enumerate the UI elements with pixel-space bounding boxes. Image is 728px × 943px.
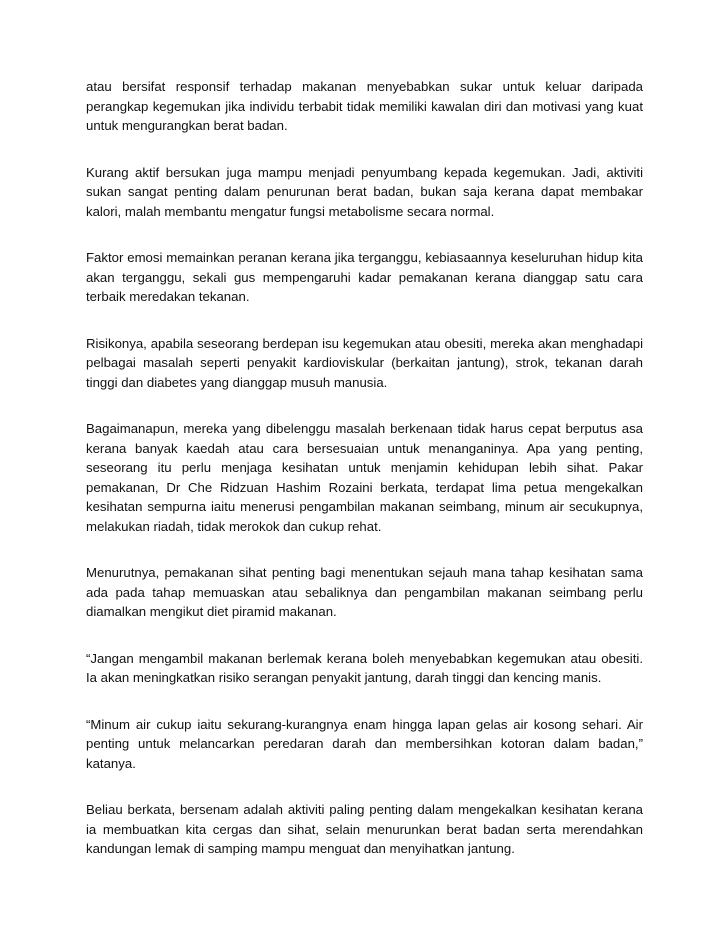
paragraph-9: Beliau berkata, bersenam adalah aktiviti paling penting dalam mengekalkan kesihatan kerana ia membuatkan kita cergas dan sihat, selain menurunkan berat badan serta merendahkan kandungan lemak di samping mampu menguat dan menyihatkan jantung. [86,802,643,856]
paragraph-1: atau bersifat responsif terhadap makanan menyebabkan sukar untuk keluar daripada perangkap kegemukan jika individu terbabit tidak memiliki kawalan diri dan motivasi yang kuat untuk mengurangkan berat badan. [86,79,643,133]
document-page [86,77,643,886]
paragraph-7: “Jangan mengambil makanan berlemak kerana boleh menyebabkan kegemukan atau obesiti. Ia akan meningkatkan risiko serangan penyakit jantung, darah tinggi dan kencing manis. [86,650,643,685]
paragraph-5: Bagaimanapun, mereka yang dibelenggu masalah berkenaan tidak harus cepat berputus asa kerana banyak kaedah atau cara bersesuaian untuk menanganinya. Apa yang penting, seseorang itu perlu menjaga kesihatan untuk menjamin kehidupan lebih sihat. Pakar pemakanan, Dr Che Ridzuan Hashim Rozaini berkata, terdapat lima petua mengekalkan kesihatan sempurna iaitu menerusi pengambilan makanan seimbang, minum air secukupnya, melakukan riadah, tidak merokok dan cukup rehat. [86,421,643,534]
paragraph-4: Risikonya, apabila seseorang berdepan isu kegemukan atau obesiti, mereka akan menghadapi pelbagai masalah seperti penyakit kardioviskular (berkaitan jantung), strok, tekanan darah tinggi dan diabetes yang dianggap musuh manusia. [86,335,643,390]
paragraph-8: “Minum air cukup iaitu sekurang-kurangnya enam hingga lapan gelas air kosong sehari. Air penting untuk melancarkan peredaran darah dan membersihkan kotoran dalam badan,” katanya. [86,716,643,771]
paragraph-6: Menurutnya, pemakanan sihat penting bagi menentukan sejauh mana tahap kesihatan sama ada pada tahap memuaskan atau sebaliknya dan pengambilan makanan seimbang perlu diamalkan mengikut diet piramid makanan. [86,565,643,619]
paragraph-3: Faktor emosi memainkan peranan kerana jika terganggu, kebiasaannya keseluruhan hidup kita akan terganggu, sekali gus mempengaruhi kadar pemakanan kerana dianggap satu cara terbaik meredakan tekanan. [86,250,643,304]
paragraph-2: Kurang aktif bersukan juga mampu menjadi penyumbang kepada kegemukan. Jadi, aktiviti sukan sangat penting dalam penurunan berat badan, bukan saja kerana dapat membakar kalori, malah membantu mengatur fungsi metabolisme secara normal. [86,164,643,219]
